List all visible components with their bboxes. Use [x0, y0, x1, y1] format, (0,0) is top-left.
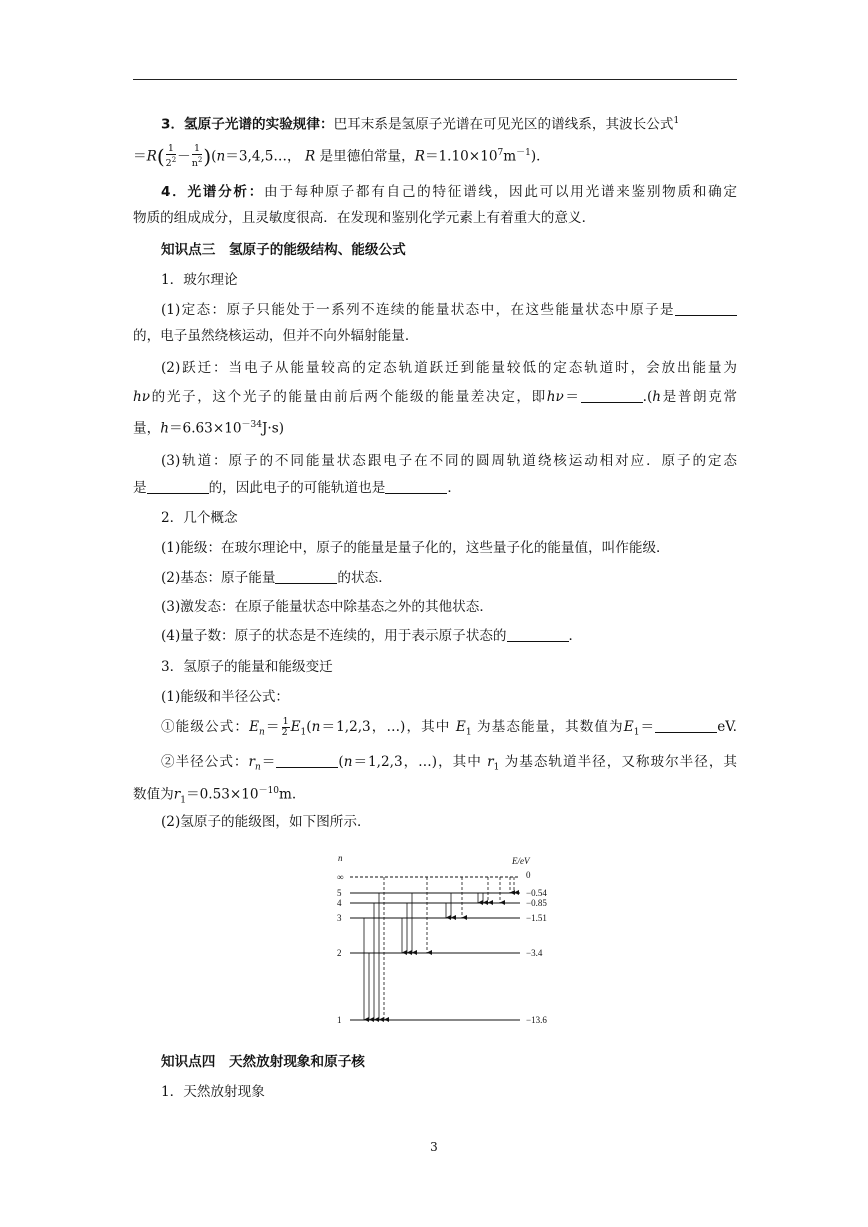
- fraction-numerator: 1: [673, 116, 680, 126]
- symbol-hv: hν: [133, 389, 151, 405]
- text: ＝: [133, 148, 147, 165]
- text: ＝1,2,3，…)，其中: [352, 754, 482, 770]
- header-rule: [133, 79, 737, 80]
- num: 1: [282, 716, 289, 727]
- den-exp: 2: [197, 156, 203, 165]
- symbol-n: n: [216, 148, 226, 165]
- fraction: [192, 144, 203, 169]
- heading-text: 知识点三 氢原子的能级结构、能级公式: [161, 242, 406, 258]
- text: ＝: [639, 719, 656, 735]
- radius-formula-line: [161, 752, 737, 778]
- text: ＝6.63×10: [168, 420, 242, 437]
- symbol-r: r: [173, 786, 181, 803]
- level-n-label: 3: [337, 913, 342, 923]
- concept-3: (3)激发态：在原子能量状态中除基态之外的其他状态．: [161, 599, 493, 615]
- concept-1: (1)能级：在玻尔理论中，原子的能量是量子化的，这些量子化的能量值，叫作能级．: [161, 540, 670, 556]
- section-4-line-2: 物质的组成成分，且灵敏度很高．在发现和鉴别化学元素上有着重大的意义．: [133, 210, 596, 226]
- exponent: －34: [241, 420, 262, 430]
- text: (4)量子数：原子的状态是不连续的，用于表示原子状态的: [161, 628, 507, 644]
- concepts-title: 2．几个概念: [161, 510, 238, 526]
- text: 的，因此电子的可能轨道也是: [208, 480, 386, 496]
- energy-title: 3．氢原子的能量和能级变迁: [161, 659, 333, 675]
- answer-blank[interactable]: [655, 719, 717, 733]
- text: 由于每种原子都有自己的特征谱线，因此可以用光谱来鉴别物质和确定: [264, 184, 737, 200]
- text: m.: [279, 786, 297, 803]
- symbol-R: R: [304, 148, 316, 165]
- bohr-p3-line-1: (3)轨道：原子的不同能量状态跟电子在不同的圆周轨道绕核运动相对应．原子的定态: [161, 453, 737, 469]
- section-3-line-2: [133, 143, 737, 170]
- den: [192, 155, 203, 169]
- subscript: n: [259, 727, 265, 738]
- paren-open: (: [156, 144, 165, 169]
- bohr-p2-line-1: (2)跃迁：当电子从能量较高的定态轨道跃迁到能量较低的定态轨道时，会放出能量为: [161, 360, 737, 376]
- fraction: [282, 717, 290, 738]
- text: m: [503, 148, 517, 165]
- knowledge-point-4-heading: [161, 1052, 737, 1072]
- level-energy-label: −13.6: [526, 1015, 547, 1025]
- energy-p1: (1)能级和半径公式：: [161, 689, 290, 705]
- answer-blank[interactable]: [275, 570, 337, 584]
- level-n-label: 1: [337, 1015, 342, 1025]
- text: ＝0.53×10: [186, 786, 259, 803]
- text: ＝3,4,5…，: [225, 148, 301, 165]
- text: ＝1.10×10: [424, 148, 498, 165]
- axis-label-energy: E/eV: [512, 856, 530, 866]
- level-energy-label: −1.51: [526, 913, 547, 923]
- text: 巴耳末系是氢原子光谱在可见光区的谱线系，其波长公式: [333, 116, 674, 133]
- text: －: [177, 148, 191, 165]
- level-energy-label: 0: [526, 870, 531, 880]
- num: 1: [192, 144, 203, 155]
- text: 为基态轨道半径，又称玻尔半径，其: [504, 754, 737, 770]
- level-energy-label: −0.85: [526, 898, 547, 908]
- exponent: －10: [258, 786, 280, 796]
- den-base: n: [191, 158, 198, 170]
- text: 数值为: [133, 786, 174, 803]
- level-n-label: 5: [337, 888, 342, 898]
- text: ．: [447, 480, 461, 496]
- section-4-label: 4．光谱分析：: [161, 184, 265, 200]
- bohr-p3-line-2: [133, 478, 737, 498]
- answer-blank[interactable]: [675, 302, 737, 316]
- level-n-label: 2: [337, 948, 342, 958]
- symbol-n: n: [311, 719, 321, 735]
- num: 1: [166, 144, 177, 155]
- subscript: n: [255, 762, 261, 773]
- natural-radioactivity-title: 1．天然放射现象: [161, 1084, 265, 1100]
- text: eV.: [717, 719, 737, 735]
- answer-blank[interactable]: [507, 628, 569, 642]
- answer-blank[interactable]: [385, 480, 447, 494]
- text: )．: [530, 148, 550, 165]
- symbol-n: n: [343, 754, 353, 770]
- subscript: 1: [300, 727, 307, 738]
- answer-blank[interactable]: [147, 480, 209, 494]
- text: (: [306, 719, 312, 735]
- text: ①能级公式：: [161, 719, 250, 735]
- transitions-group: [364, 877, 514, 1020]
- subscript: 1: [493, 762, 500, 773]
- symbol-h: h: [652, 389, 662, 405]
- text: .(: [642, 389, 653, 405]
- text: (: [338, 754, 344, 770]
- symbol-E: E: [290, 719, 301, 735]
- den-base: 2: [165, 158, 172, 170]
- level-n-label: 4: [337, 898, 342, 908]
- text: 是: [133, 480, 147, 496]
- energy-level-diagram: [328, 852, 558, 1030]
- section-4-line-1: [161, 182, 737, 202]
- text: ＝1,2,3，…)，其中: [320, 719, 451, 735]
- subscript: 1: [465, 727, 472, 738]
- exponent: －1: [516, 148, 531, 158]
- text: 是普朗克常: [661, 389, 738, 405]
- concept-4: [161, 626, 737, 646]
- energy-formula-line: [161, 717, 737, 743]
- symbol-r: r: [487, 754, 494, 770]
- den-exp: 2: [171, 156, 177, 165]
- symbol-h: h: [160, 420, 169, 437]
- text: ＝: [563, 389, 581, 405]
- page-number: 3: [430, 1140, 438, 1154]
- bohr-theory-title: 1．玻尔理论: [161, 272, 238, 288]
- answer-blank[interactable]: [276, 754, 338, 768]
- den: [166, 155, 177, 169]
- text: (1)定态：原子只能处于一系列不连续的能量状态中，在这些能量状态中原子是: [161, 302, 675, 318]
- symbol-hv: hν: [546, 389, 564, 405]
- level-n-label: ∞: [337, 872, 344, 882]
- bohr-p2-line-3: [133, 415, 737, 439]
- symbol-E: E: [623, 719, 634, 735]
- concept-2: [161, 568, 737, 588]
- symbol-E: E: [249, 719, 259, 735]
- symbol-R: R: [146, 148, 157, 165]
- bohr-p1-line-1: [161, 300, 737, 320]
- axis-label-n: n: [338, 853, 343, 863]
- heading-text: 知识点四 天然放射现象和原子核: [161, 1054, 365, 1070]
- level-energy-label: −3.4: [526, 948, 543, 958]
- text: ．: [568, 628, 583, 644]
- text: 是里德伯常量，: [319, 148, 415, 165]
- section-3-label: 3．氢原子光谱的实验规律：: [161, 116, 334, 133]
- text: 的光子，这个光子的能量由前后两个能级的能量差决定，即: [150, 389, 547, 405]
- bohr-p2-line-2: [133, 387, 737, 407]
- text: (2)基态：原子能量: [161, 570, 276, 586]
- symbol-E: E: [455, 719, 466, 735]
- symbol-R: R: [414, 148, 425, 165]
- energy-p2: (2)氢原子的能级图，如下图所示．: [161, 814, 371, 830]
- levels-group: [337, 870, 547, 1025]
- text: 的状态．: [337, 570, 392, 586]
- exponent: 7: [497, 148, 504, 158]
- text: J·s): [261, 420, 285, 437]
- den: 2: [281, 727, 288, 738]
- text: 量，: [133, 420, 161, 437]
- text: ②半径公式：: [161, 754, 249, 770]
- symbol-r: r: [248, 754, 255, 770]
- fraction: [166, 144, 177, 169]
- paren-close: ): [203, 144, 212, 169]
- knowledge-point-3-heading: [161, 240, 737, 260]
- subscript: 1: [180, 795, 187, 806]
- text: ＝: [264, 719, 281, 735]
- level-energy-label: −0.54: [526, 888, 547, 898]
- section-3-line-1: [161, 111, 737, 135]
- text: (: [211, 148, 217, 165]
- text: ＝: [260, 754, 277, 770]
- text: 为基态能量，其数值为: [476, 719, 624, 735]
- answer-blank[interactable]: [581, 389, 643, 403]
- subscript: 1: [633, 727, 640, 738]
- radius-value-line: [133, 781, 737, 810]
- bohr-p1-line-2: 的，电子虽然绕核运动，但并不向外辐射能量．: [133, 328, 419, 344]
